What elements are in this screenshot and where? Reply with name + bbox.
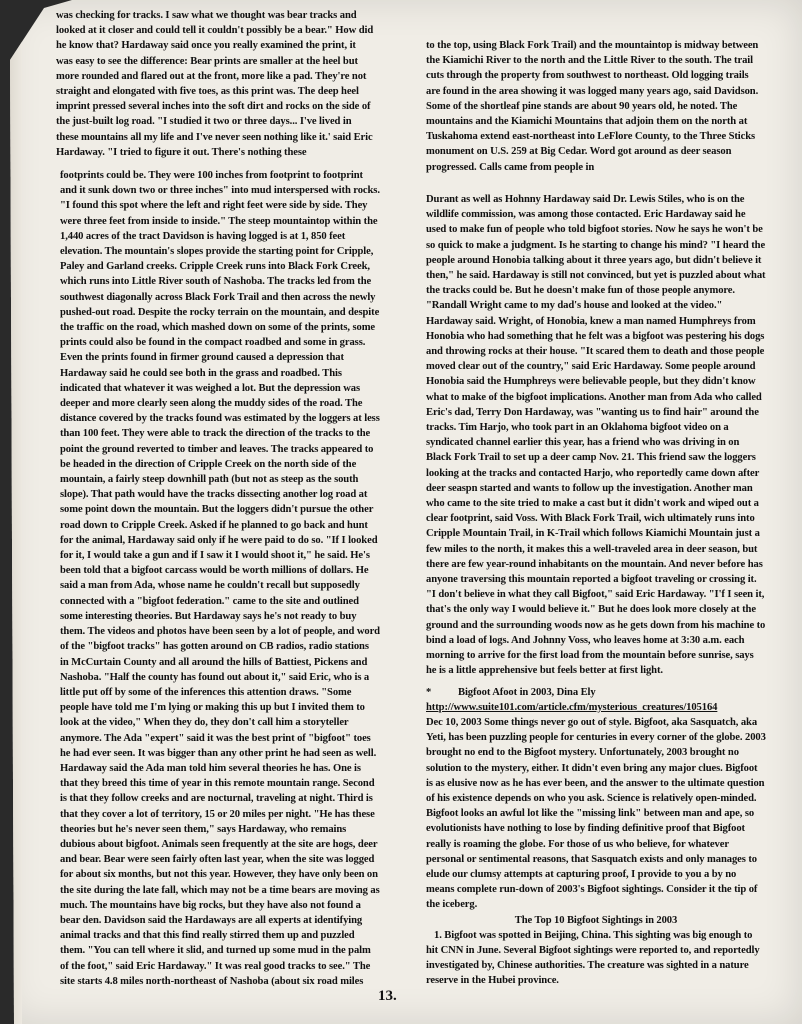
left-column-main (60, 168, 380, 989)
article-url[interactable]: http://www.suite101.com/article.cfm/mysterious_creatures/105164 (426, 701, 718, 713)
article-body: Dec 10, 2003 Some things never go out of style. Bigfoot, aka Sasquatch, aka Yeti, has been puzzling people for centuries in every corner of the globe. 2003 brought no end to the Bigfoot mystery. Unfortunately, 2003 brought no solution to the mystery, either. It didn't even bring any major clues. Bigfoot is as elusive now as he has ever been, and the answer to the ultimate question of his existence depends on who you ask. Science is relatively open-minded. Bigfoot looks an awful lot like the "missing link" between man and ape, so evolutionists have nothing to lose by finding definitive proof that Bigfoot really is roaming the globe. For those of us who believe, for whatever personal or sentimental reasons, that Sasquatch exists and only manages to elude our clumsy attempts at capturing proof, I provide to you a by no means complete run-down of 2003's Bigfoot sightings. Consider it the tip of the iceberg. (426, 716, 766, 911)
paragraph-left-main: footprints could be. They were 100 inches from footprint to footprint and it sunk down two or three inches" into mud interspersed with rocks. "I found this spot where the left and right feet were side by side. They were three feet from inside to inside." The steep mountaintop within the 1,440 acres of the tract Davidson is having logged is at 1, 850 feet elevation. The mountain's slopes provide the starting point for Cripple, Paley and Garland creeks. Cripple Creek runs into Black Fork Creek, which runs into Little River south of Nashoba. The tracks led from the southwest diagonally across Black Fork Trail and then across the newly pushed-out road. Despite the rocky terrain on the mountain, and despite the traffic on the road, which mashed down on some of the prints, some prints could also be found in the compact roadbed and some in grass. Even the prints found in firmer ground caused a depression that Hardaway said he could see both in the grass and roadbed. This indicated that whatever it was weighed a lot. But the depression was deeper and more clearly seen along the muddy sides of the road. The distance covered by the tracks found was estimated by the loggers at less than 100 feet. They were able to track the direction of the tracks to the point the ground reverted to timber and leaves. The tracks appeared to be headed in the direction of Cripple Creek on the north side of the mountain, a fairly steep downhill path (but not as steep as the south slope). That path would have the tracks dissecting another log road at some point down the mountain. But the loggers didn't pursue the other road down to Cripple Creek. Asked if he planned to go back and hunt for the animal, Hardaway said only if he were paid to do so. "If I looked for it, I would take a gun and if I saw it I would shoot it," he said. He's been told that a bigfoot carcass would be worth millions of dollars. He said a man from Ada, whose name he couldn't recall but supposedly connected with a "bigfoot federation." came to the site and outlined some interesting theories. But Hardaway says he's not ready to buy them. The videos and photos have been seen by a lot of people, and word of the "bigfoot tracks" has gotten around on CB radios, radio stations in McCurtain County and all around the hills of Battiest, Pickens and Nashoba. "Half the county has found out about it," said Eric, who is a little put off by some of the inferences this attention draws. "Some people have told me I'm lying or making this up but I invited them to look at the video," When they do, they don't call him a storyteller anymore. The Ada "expert" said it was the best print of "bigfoot" toes he had ever seen. It was bigger than any other print he had seen as well. Hardaway said the Ada man told him several theories he has. One is that they breed this time of year in this remote mountain range. Second is that they follow creeks and are nocturnal, traveling at night. Third is that they cover a lot of territory, 15 or 20 miles per night. "He has these theories but he's never seen them," says Hardaway, who remains dubious about bigfoot. Animals seen frequently at the site are hogs, deer and bear. Bear were seen fairly often last year, when the site was logged for about six months, but not this year. However, they have only been on the site during the late fall, which may not be a time bears are moving as much. The mountains have big rocks, but they have also not found a bear den. Davidson said the Hardaways are all experts at identifying animal tracks and that this find really stirred them up and puzzled them. "You can tell where it slid, and turned up some mud in the palm of the foot," said Eric Hardaway." It was real good tracks to see." The site starts 4.8 miles north-northeast of Nashoba (about six road miles (60, 170, 380, 987)
right-column-top (426, 38, 764, 175)
page-number: 13. (378, 988, 397, 1004)
article-title: Bigfoot Afoot in 2003, Dina Ely (458, 686, 596, 698)
right-column-main (426, 192, 766, 989)
paragraph-left-top: was checking for tracks. I saw what we thought was bear tracks and looked at it closer and could tell it couldn't possibly be a bear." How did he know that? Hardaway said once you really examined the print, it was easy to see the difference: Bear prints are smaller at the heel but more rounded and flared out at the front, more like a pad. They're not straight and elongated with five toes, as this print was. The deep heel imprint pressed several inches into the soft dirt and rocks on the side of the just-built log road. "I studied it two or three days... I've lived in these mountains all my life and I've never seen nothing like it.' said Eric Hardaway. "I tried to figure it out. There's nothing these (56, 10, 374, 158)
page-edge (4, 40, 22, 1024)
asterisk-mark: * (426, 686, 432, 698)
left-column-top (56, 8, 374, 160)
paragraph-right-top: to the top, using Black Fork Trail) and the mountaintop is midway between the Kiamichi River to the north and the Little River to the south. The trail cuts through the property from southwest to northeast. Old logging trails are found in the area showing it was logged many years ago, said Davidson. Some of the shortleaf pine stands are about 90 years old, he noted. The mountains and the Kiamichi Mountains that adjoin them on the north at Tuskahoma extend east-northeast into LeFlore County, to the Three Sticks monument on U.S. 259 at Big Cedar. Word got around as deer season progressed. Calls came from people in (426, 40, 759, 173)
article-heading (426, 685, 766, 700)
sighting-item-1: 1. Bigfoot was spotted in Beijing, China. This sighting was big enough to hit CNN in June. Several Bigfoot sightings were reported to, and reportedly investigated by, Chinese authorities. The creature was sighted in a nature reserve in the Hubei province. (426, 929, 760, 987)
paragraph-right-main: Durant as well as Hohnny Hardaway said Dr. Lewis Stiles, who is on the wildlife commission, was among those contacted. Eric Hardaway said he used to make fun of people who told bigfoot stories. Now he says he won't be so quick to make a judgment. Is he starting to change his mind? "I heard the people around Honobia talking about it three years ago, but didn't believe it then," he said. Hardaway is still not convinced, but yet is puzzled about what the tracks could be. But he doesn't make fun of those people anymore. "Randall Wright came to my dad's house and looked at the video." Hardaway said. Wright, of Honobia, knew a man named Humphreys from Honobia who had something that he felt was a bigfoot was pestering his dogs and throwing rocks at their house. "It scared them to death and those people moved clear out of the country," said Eric Hardaway. Some people around Honobia said the Humphreys were believable people, but they didn't know what to make of the bigfoot implications. Another man from Ada who called Eric's dad, Terry Don Hardaway, was "wanting us to find hair" around the tracks. Tim Harjo, who took part in an Oklahoma bigfoot video on a syndicated channel earlier this year, has a friend who was driving in on Black Fork Trail to set up a deer camp Nov. 21. This friend saw the loggers looking at the tracks and contacted Harjo, who reportedly came down after deer seaspn started and wants to follow up the investigation. Another man who came to the site tried to make a cast but it didn't work and wiped out a clear footprint, said Voss. With Black Fork Trail, wich ultimately runs into Cripple Mountain Trail, in K-Trail which follows Kiamichi Mountain just a few miles to the north, it makes this a well-traveled area in deer season, but there are few year-round inhabitants on the mountain. And never before has anyone traversing this mountain reported a bigfoot traveling or crossing it. "I don't believe in what they call Bigfoot," said Eric Hardaway. "I'f I seen it, that's the only way I would believe it." But he does look more closely at the ground and the surrounding woods now as he gets down from his machine to bind a load of logs. And Johnny Voss, who leaves home at 3:30 a.m. each morning to arrive for the first load from the mountain before sunrise, says he is a little apprehensive but feels better at first light. (426, 194, 766, 677)
top10-heading: The Top 10 Bigfoot Sightings in 2003 (514, 914, 678, 926)
